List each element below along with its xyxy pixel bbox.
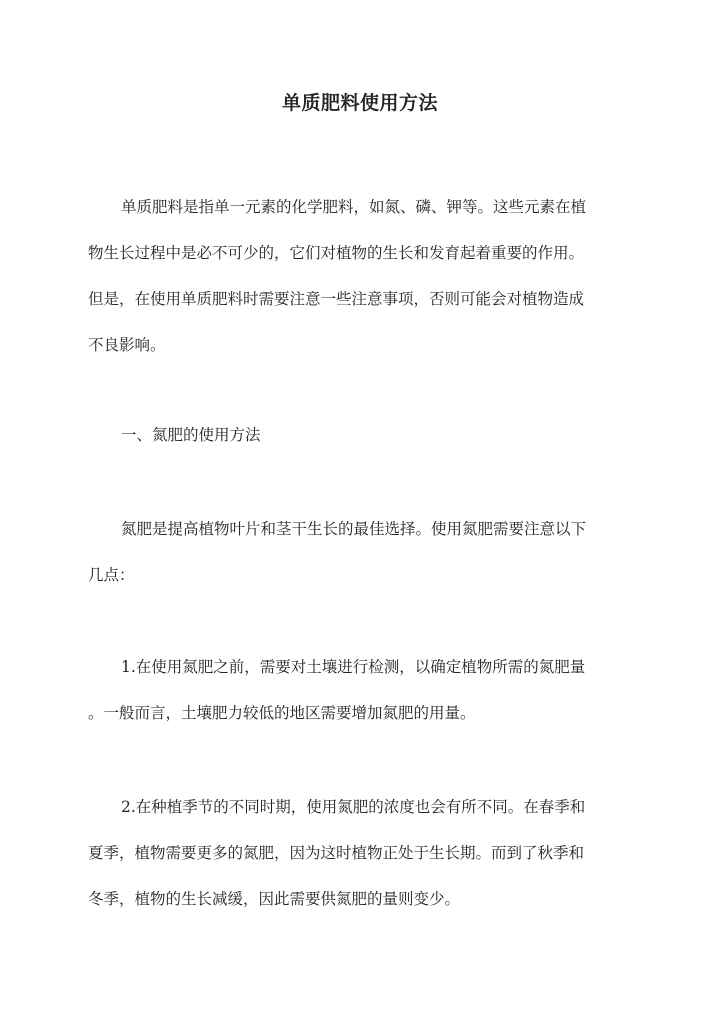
paragraph-line: 单质肥料是指单一元素的化学肥料，如氮、磷、钾等。这些元素在植	[121, 198, 587, 216]
paragraph-line: 夏季，植物需要更多的氮肥，因为这时植物正处于生长期。而到了秋季和	[88, 844, 585, 862]
nitrogen-point-2	[88, 784, 636, 922]
section-heading-nitrogen	[88, 412, 636, 458]
paragraph-line: 不良影响。	[88, 336, 166, 354]
paragraph-line: 2.在种植季节的不同时期，使用氮肥的浓度也会有所不同。在春季和	[121, 798, 586, 816]
nitrogen-intro-paragraph	[88, 506, 636, 598]
paragraph-line: 冬季，植物的生长减缓，因此需要供氮肥的量则变少。	[88, 890, 461, 908]
paragraph-line: 但是，在使用单质肥料时需要注意一些注意事项，否则可能会对植物造成	[88, 290, 585, 308]
nitrogen-point-1	[88, 644, 636, 736]
paragraph-line: 。一般而言，土壤肥力较低的地区需要增加氮肥的用量。	[88, 704, 476, 722]
paragraph-line: 几点：	[88, 566, 135, 584]
paragraph-line: 物生长过程中是必不可少的，它们对植物的生长和发育起着重要的作用。	[88, 244, 585, 262]
paragraph-line: 氮肥是提高植物叶片和茎干生长的最佳选择。使用氮肥需要注意以下	[121, 520, 587, 538]
document-title: 单质肥料使用方法	[281, 92, 438, 114]
intro-paragraph	[88, 184, 636, 368]
paragraph-line: 1.在使用氮肥之前，需要对土壤进行检测，以确定植物所需的氮肥量	[121, 658, 586, 676]
section-heading-text: 一、氮肥的使用方法	[121, 426, 261, 444]
